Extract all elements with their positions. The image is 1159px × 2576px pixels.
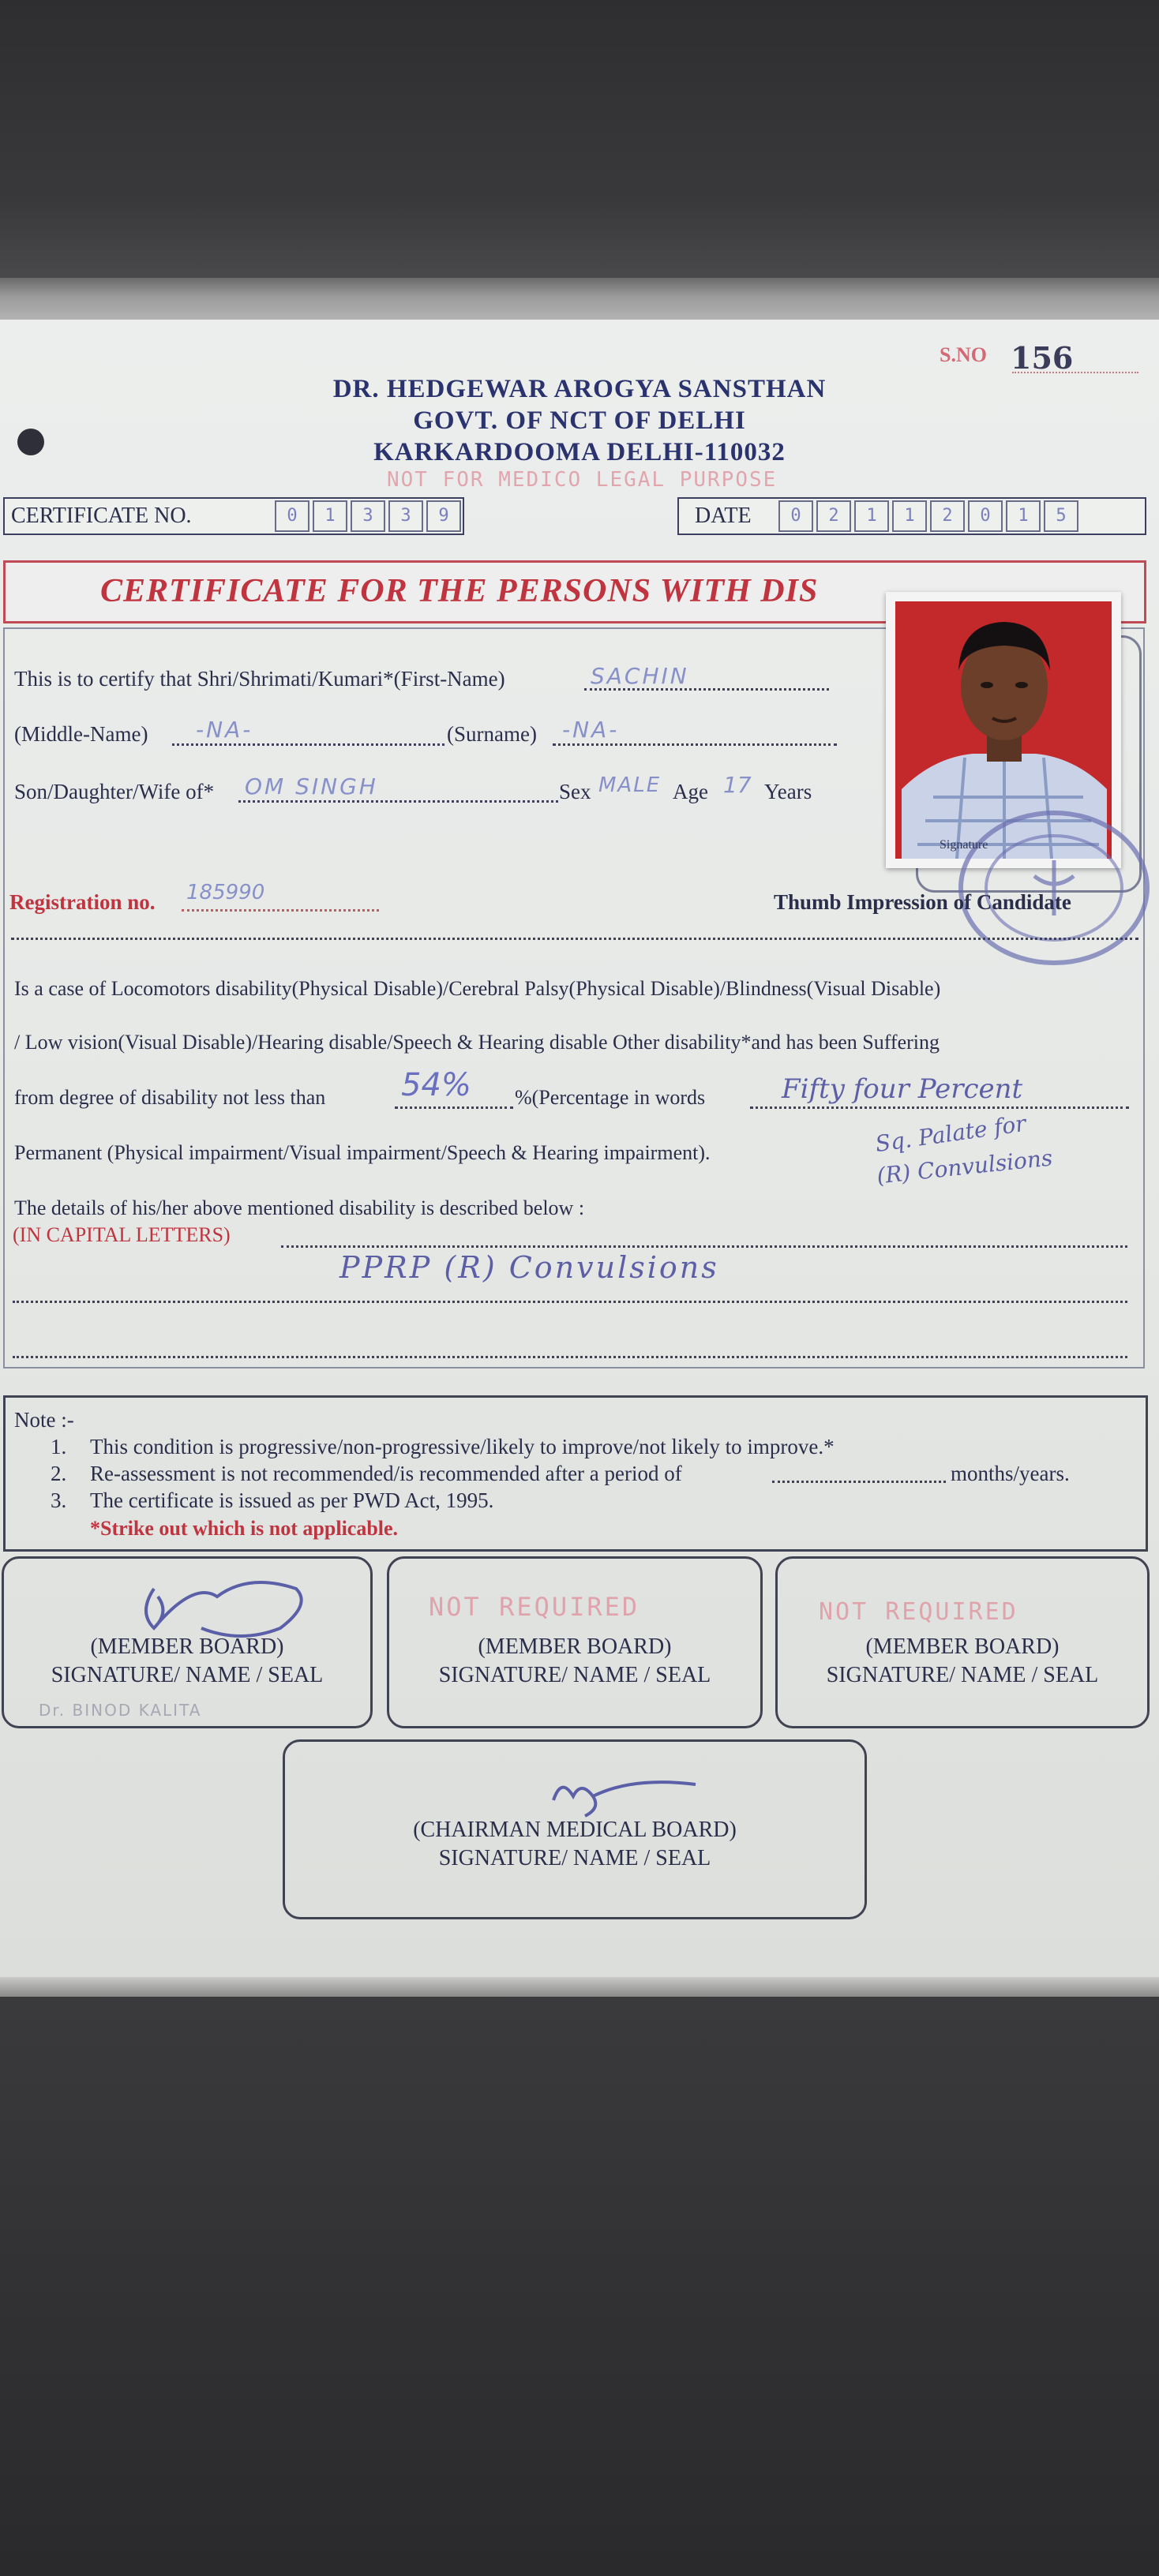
percent-line [395,1106,513,1109]
certificate-digit: 3 [351,500,385,532]
details-line-2 [13,1301,1127,1303]
background-bottom [0,1997,1159,2576]
not-medico-legal-stamp: NOT FOR MEDICO LEGAL PURPOSE [387,468,778,492]
certificate-title: CERTIFICATE FOR THE PERSONS WITH DIS [100,573,819,609]
member-board-box-3 [775,1556,1150,1728]
middle-name-label: (Middle-Name) [14,722,148,746]
signature-name-seal-label-3: SIGNATURE/ NAME / SEAL [826,1663,1099,1687]
notes-item-2-label: Re-assessment is not recommended/is recommended after a period of [90,1462,682,1485]
middle-name-line [172,743,444,746]
not-required-stamp-2: NOT REQUIRED [429,1592,640,1622]
percent-words-value: Fifty four Percent [782,1073,1023,1105]
header-line-2: GOVT. OF NCT OF DELHI [413,406,746,435]
thumb-impression-label: Thumb Impression of Candidate [774,890,1071,914]
details-line-1 [281,1245,1127,1248]
date-digit: 0 [968,500,1003,532]
serial-label: S.NO [940,343,987,366]
age-label: Age [673,780,708,803]
serial-underline [1012,372,1138,373]
chairman-board-label: (CHAIRMAN MEDICAL BOARD) [413,1818,737,1842]
date-field [677,497,1146,535]
chairman-signature-name-seal-label: SIGNATURE/ NAME / SEAL [438,1846,711,1870]
disability-paragraph-line2: / Low vision(Visual Disable)/Hearing disable/Speech & Hearing disable Other disability*and has been Suffering [14,1031,940,1054]
age-value: 17 [723,772,752,798]
header-line-1: DR. HEDGEWAR AROGYA SANSTHAN [332,375,827,403]
member-board-box-2 [387,1556,763,1728]
chairman-board-box [283,1739,867,1919]
parent-value: OM SINGH [245,773,378,799]
notes-heading: Note :- [14,1408,74,1432]
certificate-no-field [3,497,464,535]
percent-value: 54% [401,1067,471,1103]
sex-label: Sex [559,780,591,803]
first-name-value: SACHIN [591,663,689,689]
date-digit: 1 [1006,500,1041,532]
date-digit: 1 [854,500,889,532]
hole-punch-icon [17,429,44,455]
details-label: The details of his/her above mentioned disability is described below : [14,1196,585,1219]
date-digit: 2 [816,500,851,532]
member-board-label-1: (MEMBER BOARD) [90,1634,284,1659]
notes-item-2-suffix: months/years. [951,1462,1070,1485]
surname-line [553,743,837,746]
background-top [0,0,1159,284]
signature-name-seal-label-2: SIGNATURE/ NAME / SEAL [438,1663,711,1687]
date-digit: 0 [778,500,813,532]
strike-note: *Strike out which is not applicable. [90,1517,399,1540]
reassessment-line [772,1481,946,1483]
surname-value: -NA- [562,717,620,743]
signature-name-seal-label-1: SIGNATURE/ NAME / SEAL [51,1663,324,1687]
certificate-digit: 1 [313,500,347,532]
certificate-digit: 3 [388,500,423,532]
first-name-label: This is to certify that Shri/Shrimati/Kumari*(First-Name) [14,667,505,691]
serial-value: 156 [1011,340,1074,376]
registration-line [182,909,379,912]
capital-letters-label: (IN CAPITAL LETTERS) [13,1223,231,1246]
certificate-digit: 0 [275,500,309,532]
percent-words-line [750,1106,1129,1109]
notes-item-1-number: 1. [51,1435,67,1458]
member-signature-1 [122,1565,328,1644]
details-line-3 [13,1356,1127,1358]
middle-name-value: -NA- [196,717,253,743]
certificate-no-boxes [273,499,463,534]
member-board-box-1 [2,1556,373,1728]
surname-label: (Surname) [447,722,537,746]
degree-label: from degree of disability not less than [14,1086,326,1109]
details-value: PPRP (R) Convulsions [339,1250,719,1285]
date-digit: 5 [1044,500,1078,532]
registration-label: Registration no. [9,890,156,914]
notes-item-1: This condition is progressive/non-progressive/likely to improve/not likely to improve.* [90,1435,835,1458]
date-digit: 2 [930,500,965,532]
sex-value: MALE [598,773,662,797]
years-label: Years [764,780,812,803]
parent-line [238,800,558,803]
notes-item-3-number: 3. [51,1488,67,1512]
separator-dotted [11,938,1138,940]
date-digit: 1 [892,500,927,532]
chairman-signature [538,1761,711,1824]
disability-paragraph-line1: Is a case of Locomotors disability(Physical Disable)/Cerebral Palsy(Physical Disable)/Blindness(Visual Disable) [14,977,941,1000]
notes-item-3: The certificate is issued as per PWD Act, 1995. [90,1488,494,1512]
impairment-line: Permanent (Physical impairment/Visual impairment/Speech & Hearing impairment). [14,1141,711,1164]
signature-label: Signature [940,838,988,852]
certificate-digit: 9 [426,500,461,532]
notes-item-2-number: 2. [51,1462,67,1485]
percentage-words-label: %(Percentage in words [515,1086,706,1109]
not-required-stamp-3: NOT REQUIRED [819,1598,1018,1626]
date-boxes [777,499,1080,534]
member-board-label-2: (MEMBER BOARD) [478,1634,672,1659]
registration-value: 185990 [186,881,265,904]
header-line-3: KARKARDOOMA DELHI-110032 [373,438,786,466]
parent-label: Son/Daughter/Wife of* [14,780,215,803]
date-label: DATE [695,504,752,528]
paper-top-edge [0,278,1159,325]
certificate-no-label: CERTIFICATE NO. [11,504,192,528]
margin-note-1: Sq. Palate for [873,1110,1028,1158]
faded-stamp-name: Dr. BINOD KALITA [39,1701,202,1720]
member-board-label-3: (MEMBER BOARD) [865,1634,1060,1659]
margin-note-2: (R) Convulsions [875,1144,1054,1189]
